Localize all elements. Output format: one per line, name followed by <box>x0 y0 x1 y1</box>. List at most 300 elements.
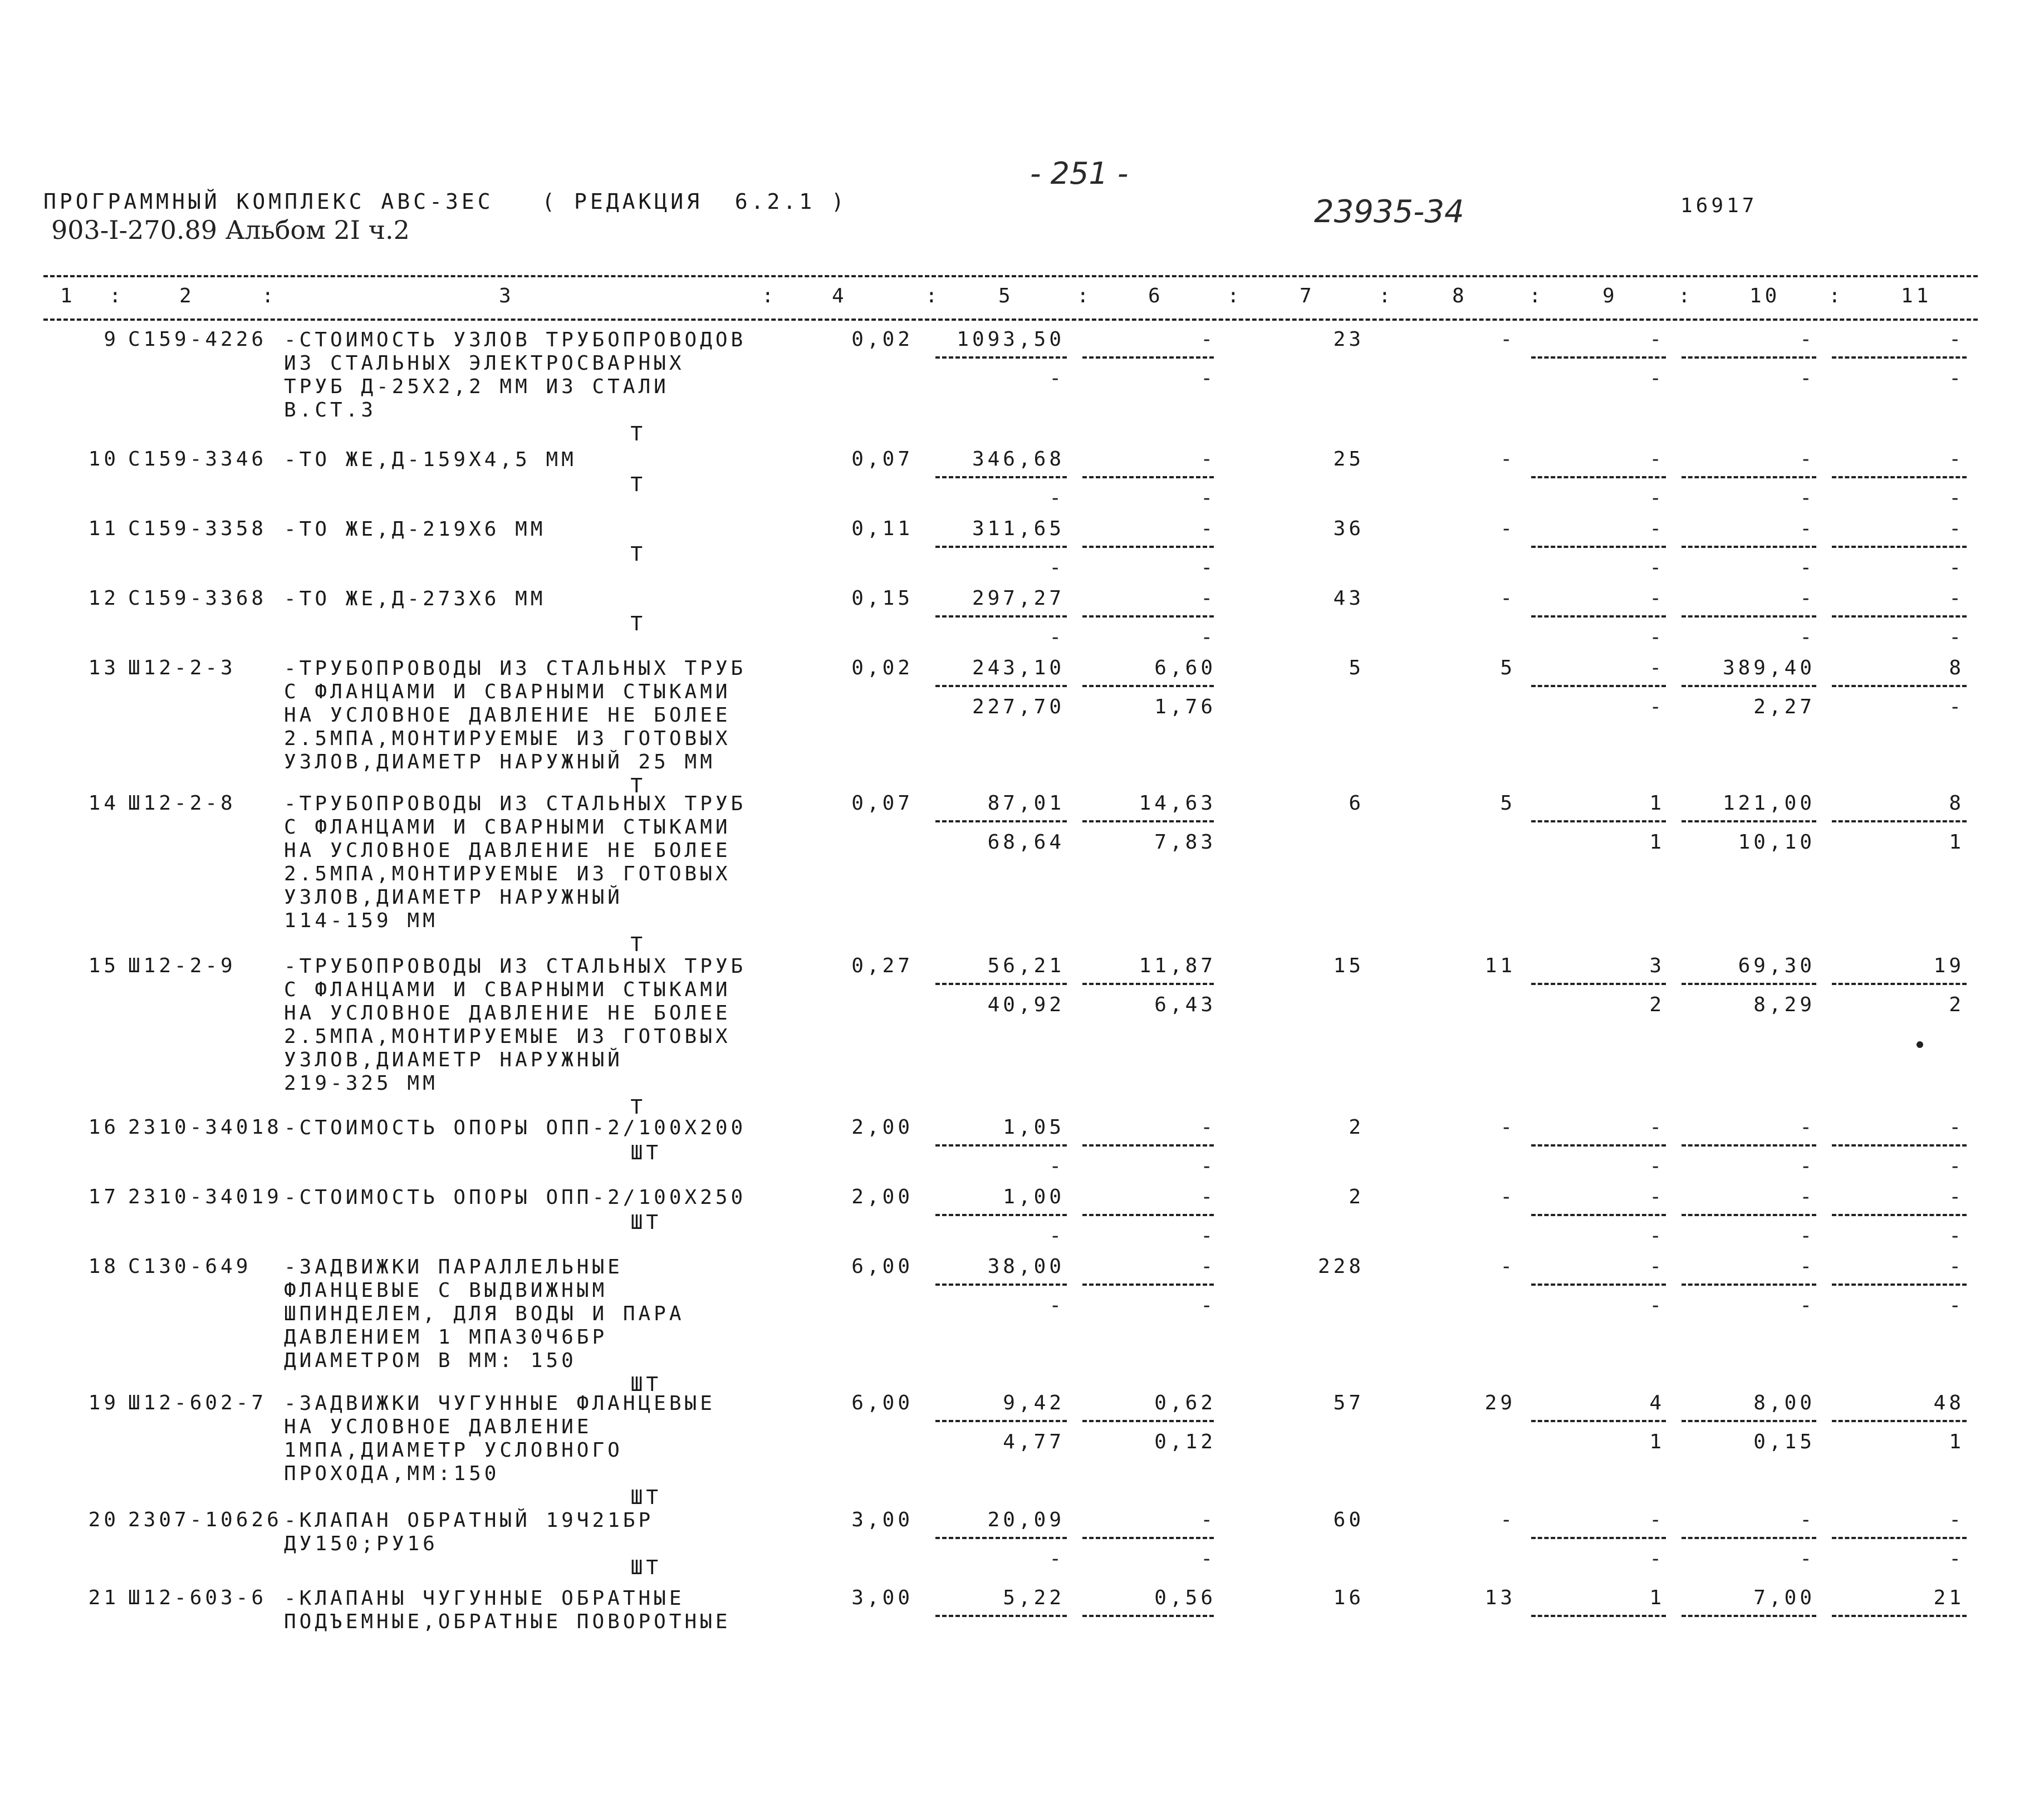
cell-col9: - <box>1649 1116 1665 1139</box>
cell-col4: 2,00 <box>851 1116 913 1139</box>
cell-col5-sub: 40,92 <box>987 993 1065 1016</box>
cell-col7: 2 <box>1349 1185 1364 1208</box>
position-code: 2310-34019 <box>128 1185 282 1208</box>
cell-col10-sub: 0,15 <box>1753 1431 1815 1453</box>
cell-underline-col5 <box>935 820 1067 822</box>
cell-underline-col10 <box>1682 1144 1816 1147</box>
row-number: 15 <box>88 954 119 977</box>
unit-of-measure: Т <box>630 473 646 496</box>
cell-underline-col11 <box>1832 356 1967 359</box>
cell-col10: - <box>1800 1255 1815 1278</box>
cell-col11-sub: 2 <box>1949 993 1964 1016</box>
cell-col7: 25 <box>1333 448 1364 471</box>
cell-underline-col6 <box>1082 546 1214 548</box>
cell-underline-col6 <box>1082 1214 1214 1216</box>
column-header-7: 7 <box>1300 285 1315 307</box>
position-code: С159-3368 <box>128 587 267 610</box>
cell-col4: 0,02 <box>851 328 913 351</box>
cell-col9: - <box>1649 1508 1665 1531</box>
cell-col5: 1,00 <box>1003 1185 1065 1208</box>
cell-col9: - <box>1649 657 1665 679</box>
cell-col9-sub: - <box>1649 1547 1665 1570</box>
cell-col9-sub: - <box>1649 1155 1665 1178</box>
cell-col11-sub: - <box>1949 1294 1964 1317</box>
cell-col8: 29 <box>1484 1392 1516 1414</box>
cell-underline-col11 <box>1832 1144 1967 1147</box>
row-description: -КЛАПАН ОБРАТНЫЙ 19Ч21БР ДУ150;РУ16 <box>284 1509 654 1555</box>
cell-col8: 5 <box>1500 657 1516 679</box>
cell-col9-sub: 1 <box>1649 831 1665 854</box>
cell-underline-col5 <box>935 1283 1067 1286</box>
doc-number: 23935-34 <box>1314 194 1464 230</box>
column-header-8: 8 <box>1452 285 1468 307</box>
position-code: 2310-34018 <box>128 1116 282 1139</box>
cell-underline-col6 <box>1082 820 1214 822</box>
cell-underline-col5 <box>935 685 1067 687</box>
column-header-9: 9 <box>1602 285 1618 307</box>
column-header-11: 11 <box>1901 285 1932 307</box>
position-code: Ш12-2-9 <box>128 954 236 977</box>
cell-underline-col6 <box>1082 1283 1214 1286</box>
cell-col6-sub: - <box>1200 1547 1216 1570</box>
cell-col11-sub: - <box>1949 1155 1964 1178</box>
cell-col8: - <box>1500 1255 1516 1278</box>
cell-col9: 1 <box>1649 1586 1665 1609</box>
cell-col10: - <box>1800 517 1815 540</box>
cell-col8: - <box>1500 1508 1516 1531</box>
cell-col7: 23 <box>1333 328 1364 351</box>
cell-col9: - <box>1649 1255 1665 1278</box>
unit-of-measure: ШТ <box>630 1142 661 1164</box>
cell-underline-col10 <box>1682 685 1816 687</box>
cell-col10: 69,30 <box>1738 954 1815 977</box>
cell-col10: 8,00 <box>1753 1392 1815 1414</box>
cell-col5: 1093,50 <box>957 328 1065 351</box>
column-separators: : <box>1077 285 1092 307</box>
cell-col4: 3,00 <box>851 1508 913 1531</box>
column-separators: : <box>1678 285 1694 307</box>
row-number: 17 <box>88 1185 119 1208</box>
column-separators: : <box>1529 285 1545 307</box>
cell-col6: - <box>1200 1116 1216 1139</box>
cell-col7: 6 <box>1349 792 1364 815</box>
cell-underline-col11 <box>1832 1537 1967 1539</box>
row-description: -КЛАПАНЫ ЧУГУННЫЕ ОБРАТНЫЕ ПОДЪЕМНЫЕ,ОБРАТНЫЕ ПОВОРОТНЫЕ <box>284 1587 731 1633</box>
cell-underline-col9 <box>1531 356 1666 359</box>
cell-col11: 21 <box>1933 1586 1964 1609</box>
cell-col11-sub: 1 <box>1949 831 1964 854</box>
cell-col6: 14,63 <box>1139 792 1216 815</box>
cell-col11-sub: - <box>1949 367 1964 390</box>
cell-col10-sub: - <box>1800 487 1815 510</box>
cell-col8: - <box>1500 587 1516 610</box>
position-code: 2307-10626 <box>128 1508 282 1531</box>
cell-col11-sub: - <box>1949 695 1964 718</box>
unit-of-measure: Т <box>630 933 646 956</box>
cell-col6-sub: - <box>1200 626 1216 649</box>
cell-col9-sub: - <box>1649 1224 1665 1247</box>
cell-underline-col10 <box>1682 356 1816 359</box>
position-code: Ш12-2-3 <box>128 657 236 679</box>
row-number: 10 <box>88 448 119 471</box>
cell-col6: - <box>1200 1508 1216 1531</box>
cell-col8: - <box>1500 1185 1516 1208</box>
row-description: -СТОИМОСТЬ ОПОРЫ ОПП-2/100Х200 <box>284 1116 747 1139</box>
cell-col11: - <box>1949 1508 1964 1531</box>
cell-col9-sub: - <box>1649 695 1665 718</box>
cell-col5: 87,01 <box>987 792 1065 815</box>
cell-col6-sub: - <box>1200 556 1216 579</box>
cell-col7: 16 <box>1333 1586 1364 1609</box>
cell-col5: 5,22 <box>1003 1586 1065 1609</box>
cell-underline-col9 <box>1531 615 1666 618</box>
cell-col6: 6,60 <box>1154 657 1216 679</box>
cell-col9: - <box>1649 517 1665 540</box>
cell-col10-sub: - <box>1800 1547 1815 1570</box>
position-code: С130-649 <box>128 1255 252 1278</box>
cell-col5: 20,09 <box>987 1508 1065 1531</box>
cell-col4: 0,27 <box>851 954 913 977</box>
cell-underline-col6 <box>1082 685 1214 687</box>
row-description: -ТО ЖЕ,Д-159Х4,5 ММ <box>284 448 577 471</box>
cell-col8: - <box>1500 328 1516 351</box>
unit-of-measure: ШТ <box>630 1486 661 1509</box>
cell-col9-sub: - <box>1649 487 1665 510</box>
cell-underline-col10 <box>1682 1214 1816 1216</box>
column-header-10: 10 <box>1749 285 1781 307</box>
row-number: 16 <box>88 1116 119 1139</box>
column-header-4: 4 <box>832 285 847 307</box>
cell-col11: - <box>1949 448 1964 471</box>
cell-underline-col6 <box>1082 615 1214 618</box>
column-header-1: 1 <box>60 285 76 307</box>
column-header-2: 2 <box>179 285 195 307</box>
cell-col11: - <box>1949 1185 1964 1208</box>
row-number: 19 <box>88 1392 119 1414</box>
cell-col8: 5 <box>1500 792 1516 815</box>
cell-underline-col6 <box>1082 1420 1214 1422</box>
cell-col10-sub: - <box>1800 626 1815 649</box>
cell-col5-sub: 227,70 <box>972 695 1065 718</box>
cell-underline-col11 <box>1832 820 1967 822</box>
cell-col7: 60 <box>1333 1508 1364 1531</box>
cell-col5: 311,65 <box>972 517 1065 540</box>
row-number: 14 <box>88 792 119 815</box>
cell-col5-sub: - <box>1049 1547 1065 1570</box>
cell-col11-sub: - <box>1949 556 1964 579</box>
cell-col6: - <box>1200 517 1216 540</box>
row-description: -ТО ЖЕ,Д-219Х6 ММ <box>284 518 546 541</box>
cell-col5-sub: - <box>1049 367 1065 390</box>
cell-underline-col6 <box>1082 983 1214 985</box>
cell-col5-sub: - <box>1049 1294 1065 1317</box>
column-separators: : <box>1227 285 1243 307</box>
cell-col8: 13 <box>1484 1586 1516 1609</box>
cell-col8: 11 <box>1484 954 1516 977</box>
cell-underline-col11 <box>1832 1420 1967 1422</box>
cell-underline-col10 <box>1682 476 1816 478</box>
column-header-3: 3 <box>499 285 514 307</box>
cell-col9: 1 <box>1649 792 1665 815</box>
cell-col6-sub: - <box>1200 1155 1216 1178</box>
cell-underline-col11 <box>1832 476 1967 478</box>
cell-col6: - <box>1200 328 1216 351</box>
row-description: -ТО ЖЕ,Д-273Х6 ММ <box>284 587 546 610</box>
cell-col5: 38,00 <box>987 1255 1065 1278</box>
cell-underline-col6 <box>1082 1144 1214 1147</box>
row-description: -ТРУБОПРОВОДЫ ИЗ СТАЛЬНЫХ ТРУБ С ФЛАНЦАМИ И СВАРНЫМИ СТЫКАМИ НА УСЛОВНОЕ ДАВЛЕНИЕ НЕ БОЛЕЕ 2.5МПА,МОНТИРУЕМЫЕ ИЗ ГОТОВЫХ УЗЛОВ,ДИАМЕТР НАРУЖНЫЙ 219-325 ММ <box>284 955 747 1095</box>
row-number: 11 <box>88 517 119 540</box>
cell-col7: 36 <box>1333 517 1364 540</box>
unit-of-measure: Т <box>630 613 646 635</box>
cell-underline-col11 <box>1832 1615 1967 1617</box>
position-code: Ш12-603-6 <box>128 1586 267 1609</box>
cell-col4: 0,07 <box>851 792 913 815</box>
row-description: -ЗАДВИЖКИ ПАРАЛЛЕЛЬНЫЕ ФЛАНЦЕВЫЕ С ВЫДВИЖНЫМ ШПИНДЕЛЕМ, ДЛЯ ВОДЫ И ПАРА ДАВЛЕНИЕМ 1 МПА30Ч6БР ДИАМЕТРОМ В ММ: 150 <box>284 1256 685 1372</box>
cell-underline-col6 <box>1082 356 1214 359</box>
cell-col4: 2,00 <box>851 1185 913 1208</box>
cell-col5: 243,10 <box>972 657 1065 679</box>
cell-col5-sub: - <box>1049 1224 1065 1247</box>
cell-col11-sub: - <box>1949 626 1964 649</box>
cell-col10: - <box>1800 328 1815 351</box>
cell-underline-col9 <box>1531 476 1666 478</box>
cell-col9-sub: - <box>1649 626 1665 649</box>
cell-col8: - <box>1500 1116 1516 1139</box>
cell-col6: - <box>1200 448 1216 471</box>
cell-col6: 0,56 <box>1154 1586 1216 1609</box>
cell-underline-col5 <box>935 983 1067 985</box>
cell-col6: - <box>1200 1255 1216 1278</box>
cell-underline-col9 <box>1531 685 1666 687</box>
row-number: 20 <box>88 1508 119 1531</box>
cell-col6: - <box>1200 1185 1216 1208</box>
cell-col10-sub: - <box>1800 1224 1815 1247</box>
cell-col10: - <box>1800 1116 1815 1139</box>
cell-col5-sub: 4,77 <box>1003 1431 1065 1453</box>
cell-col4: 0,02 <box>851 657 913 679</box>
row-description: -ТРУБОПРОВОДЫ ИЗ СТАЛЬНЫХ ТРУБ С ФЛАНЦАМИ И СВАРНЫМИ СТЫКАМИ НА УСЛОВНОЕ ДАВЛЕНИЕ НЕ БОЛЕЕ 2.5МПА,МОНТИРУЕМЫЕ ИЗ ГОТОВЫХ УЗЛОВ,ДИАМЕТР НАРУЖНЫЙ 114-159 ММ <box>284 792 747 932</box>
cell-underline-col5 <box>935 356 1067 359</box>
cell-col6-sub: - <box>1200 1294 1216 1317</box>
program-title: ПРОГРАММНЫЙ КОМПЛЕКС АВС-3ЕС ( РЕДАКЦИЯ 6.2.1 ) <box>43 189 847 214</box>
cell-col7: 2 <box>1349 1116 1364 1139</box>
unit-of-measure: Т <box>630 1096 646 1119</box>
column-separators: : <box>1829 285 1844 307</box>
cell-col10: - <box>1800 1185 1815 1208</box>
cell-underline-col5 <box>935 546 1067 548</box>
cell-underline-col5 <box>935 615 1067 618</box>
cell-col5: 56,21 <box>987 954 1065 977</box>
cell-col7: 57 <box>1333 1392 1364 1414</box>
cell-col10-sub: - <box>1800 367 1815 390</box>
cell-col5-sub: - <box>1049 556 1065 579</box>
cell-col6: 11,87 <box>1139 954 1216 977</box>
cell-underline-col9 <box>1531 546 1666 548</box>
cell-col4: 0,11 <box>851 517 913 540</box>
cell-underline-col10 <box>1682 1537 1816 1539</box>
unit-of-measure: ШТ <box>630 1211 661 1234</box>
cell-col11-sub: - <box>1949 1547 1964 1570</box>
cell-col9-sub: - <box>1649 367 1665 390</box>
cell-col10: - <box>1800 587 1815 610</box>
row-number: 21 <box>88 1586 119 1609</box>
cell-underline-col5 <box>935 1537 1067 1539</box>
cell-underline-col5 <box>935 1420 1067 1422</box>
cell-col11: 8 <box>1949 792 1964 815</box>
cell-col9: - <box>1649 448 1665 471</box>
cell-col6: - <box>1200 587 1216 610</box>
cell-col11: 8 <box>1949 657 1964 679</box>
cell-col9-sub: 1 <box>1649 1431 1665 1453</box>
cell-col6-sub: 0,12 <box>1154 1431 1216 1453</box>
cell-col4: 6,00 <box>851 1255 913 1278</box>
cell-col5-sub: - <box>1049 626 1065 649</box>
cell-col10-sub: 10,10 <box>1738 831 1815 854</box>
cell-col10-sub: 8,29 <box>1753 993 1815 1016</box>
cell-col6-sub: 6,43 <box>1154 993 1216 1016</box>
cell-col6-sub: - <box>1200 1224 1216 1247</box>
column-separators: : <box>762 285 777 307</box>
cell-underline-col5 <box>935 476 1067 478</box>
cell-col9-sub: - <box>1649 1294 1665 1317</box>
cell-underline-col5 <box>935 1144 1067 1147</box>
cell-underline-col11 <box>1832 615 1967 618</box>
cell-col11: - <box>1949 587 1964 610</box>
cell-col5-sub: - <box>1049 1155 1065 1178</box>
cell-col5: 9,42 <box>1003 1392 1065 1414</box>
cell-underline-col6 <box>1082 1615 1214 1617</box>
cell-col6-sub: - <box>1200 367 1216 390</box>
cell-col10: - <box>1800 1508 1815 1531</box>
cell-col10: 121,00 <box>1722 792 1815 815</box>
cell-col11: 19 <box>1933 954 1964 977</box>
cell-col4: 6,00 <box>851 1392 913 1414</box>
column-separators: : <box>1379 285 1394 307</box>
page-number: - 251 - <box>1030 156 1129 191</box>
cell-underline-col6 <box>1082 1537 1214 1539</box>
cell-col6: 0,62 <box>1154 1392 1216 1414</box>
cell-underline-col11 <box>1832 685 1967 687</box>
cell-col9: - <box>1649 328 1665 351</box>
cell-underline-col5 <box>935 1214 1067 1216</box>
cell-underline-col9 <box>1531 1144 1666 1147</box>
cell-col10-sub: 2,27 <box>1753 695 1815 718</box>
cell-col6-sub: - <box>1200 487 1216 510</box>
cell-col4: 0,15 <box>851 587 913 610</box>
cell-col9: - <box>1649 587 1665 610</box>
cell-col10-sub: - <box>1800 556 1815 579</box>
cell-col11: - <box>1949 1116 1964 1139</box>
cell-underline-col9 <box>1531 820 1666 822</box>
cell-col6-sub: 1,76 <box>1154 695 1216 718</box>
unit-of-measure: Т <box>630 775 646 797</box>
row-number: 18 <box>88 1255 119 1278</box>
row-number: 13 <box>88 657 119 679</box>
cell-underline-col11 <box>1832 546 1967 548</box>
row-number: 12 <box>88 587 119 610</box>
column-separators: : <box>262 285 277 307</box>
cell-col9-sub: - <box>1649 556 1665 579</box>
unit-of-measure: Т <box>630 543 646 566</box>
cell-col4: 0,07 <box>851 448 913 471</box>
cell-underline-col10 <box>1682 1420 1816 1422</box>
cell-underline-col9 <box>1531 1615 1666 1617</box>
column-separators: : <box>925 285 941 307</box>
cell-col5: 346,68 <box>972 448 1065 471</box>
cell-underline-col9 <box>1531 1214 1666 1216</box>
position-code: С159-3358 <box>128 517 267 540</box>
cell-col7: 15 <box>1333 954 1364 977</box>
cell-underline-col6 <box>1082 476 1214 478</box>
row-description: -ЗАДВИЖКИ ЧУГУННЫЕ ФЛАНЦЕВЫЕ НА УСЛОВНОЕ ДАВЛЕНИЕ 1МПА,ДИАМЕТР УСЛОВНОГО ПРОХОДА,ММ:150 <box>284 1392 715 1485</box>
row-number: 9 <box>104 328 119 351</box>
position-code: Ш12-2-8 <box>128 792 236 815</box>
cell-underline-col11 <box>1832 983 1967 985</box>
cell-underline-col9 <box>1531 1420 1666 1422</box>
cell-underline-col11 <box>1832 1214 1967 1216</box>
cell-col9: 3 <box>1649 954 1665 977</box>
cell-col11: 48 <box>1933 1392 1964 1414</box>
cell-underline-col10 <box>1682 615 1816 618</box>
unit-of-measure: ШТ <box>630 1373 661 1396</box>
cell-col5: 1,05 <box>1003 1116 1065 1139</box>
cell-col10-sub: - <box>1800 1155 1815 1178</box>
cell-col7: 5 <box>1349 657 1364 679</box>
row-description: -ТРУБОПРОВОДЫ ИЗ СТАЛЬНЫХ ТРУБ С ФЛАНЦАМИ И СВАРНЫМИ СТЫКАМИ НА УСЛОВНОЕ ДАВЛЕНИЕ НЕ БОЛЕЕ 2.5МПА,МОНТИРУЕМЫЕ ИЗ ГОТОВЫХ УЗЛОВ,ДИАМЕТР НАРУЖНЫЙ 25 ММ <box>284 657 747 773</box>
cell-underline-col9 <box>1531 1537 1666 1539</box>
cell-col9: 4 <box>1649 1392 1665 1414</box>
cell-underline-col9 <box>1531 1283 1666 1286</box>
cell-underline-col10 <box>1682 546 1816 548</box>
column-header-6: 6 <box>1148 285 1164 307</box>
cell-col10: - <box>1800 448 1815 471</box>
column-header-5: 5 <box>998 285 1014 307</box>
sheet-code: 16917 <box>1680 194 1758 217</box>
unit-of-measure: ШТ <box>630 1556 661 1579</box>
cell-col11-sub: - <box>1949 487 1964 510</box>
column-separators: : <box>109 285 125 307</box>
cell-underline-col10 <box>1682 820 1816 822</box>
cell-col6-sub: 7,83 <box>1154 831 1216 854</box>
unit-of-measure: Т <box>630 423 646 445</box>
cell-underline-col10 <box>1682 1283 1816 1286</box>
cell-col5-sub: 68,64 <box>987 831 1065 854</box>
cell-col11-sub: - <box>1949 1224 1964 1247</box>
cell-col5: 297,27 <box>972 587 1065 610</box>
row-description: -СТОИМОСТЬ УЗЛОВ ТРУБОПРОВОДОВ ИЗ СТАЛЬНЫХ ЭЛЕКТРОСВАРНЫХ ТРУБ Д-25Х2,2 ММ ИЗ СТАЛИ В.СТ.3 <box>284 329 747 422</box>
cell-underline-col10 <box>1682 983 1816 985</box>
position-code: Ш12-602-7 <box>128 1392 267 1414</box>
cell-underline-col10 <box>1682 1615 1816 1617</box>
cell-col8: - <box>1500 517 1516 540</box>
cell-col11: - <box>1949 517 1964 540</box>
project-code: 903-I-270.89 Альбом 2I ч.2 <box>51 215 410 245</box>
cell-col7: 228 <box>1317 1255 1364 1278</box>
cell-col11: - <box>1949 328 1964 351</box>
cell-col11-sub: 1 <box>1949 1431 1964 1453</box>
cell-col10: 389,40 <box>1722 657 1815 679</box>
cell-col7: 43 <box>1333 587 1364 610</box>
row-description: -СТОИМОСТЬ ОПОРЫ ОПП-2/100Х250 <box>284 1186 747 1209</box>
cell-col9: - <box>1649 1185 1665 1208</box>
cell-col10-sub: - <box>1800 1294 1815 1317</box>
cell-col8: - <box>1500 448 1516 471</box>
position-code: С159-3346 <box>128 448 267 471</box>
cell-col11: - <box>1949 1255 1964 1278</box>
cell-underline-col5 <box>935 1615 1067 1617</box>
cell-col9-sub: 2 <box>1649 993 1665 1016</box>
